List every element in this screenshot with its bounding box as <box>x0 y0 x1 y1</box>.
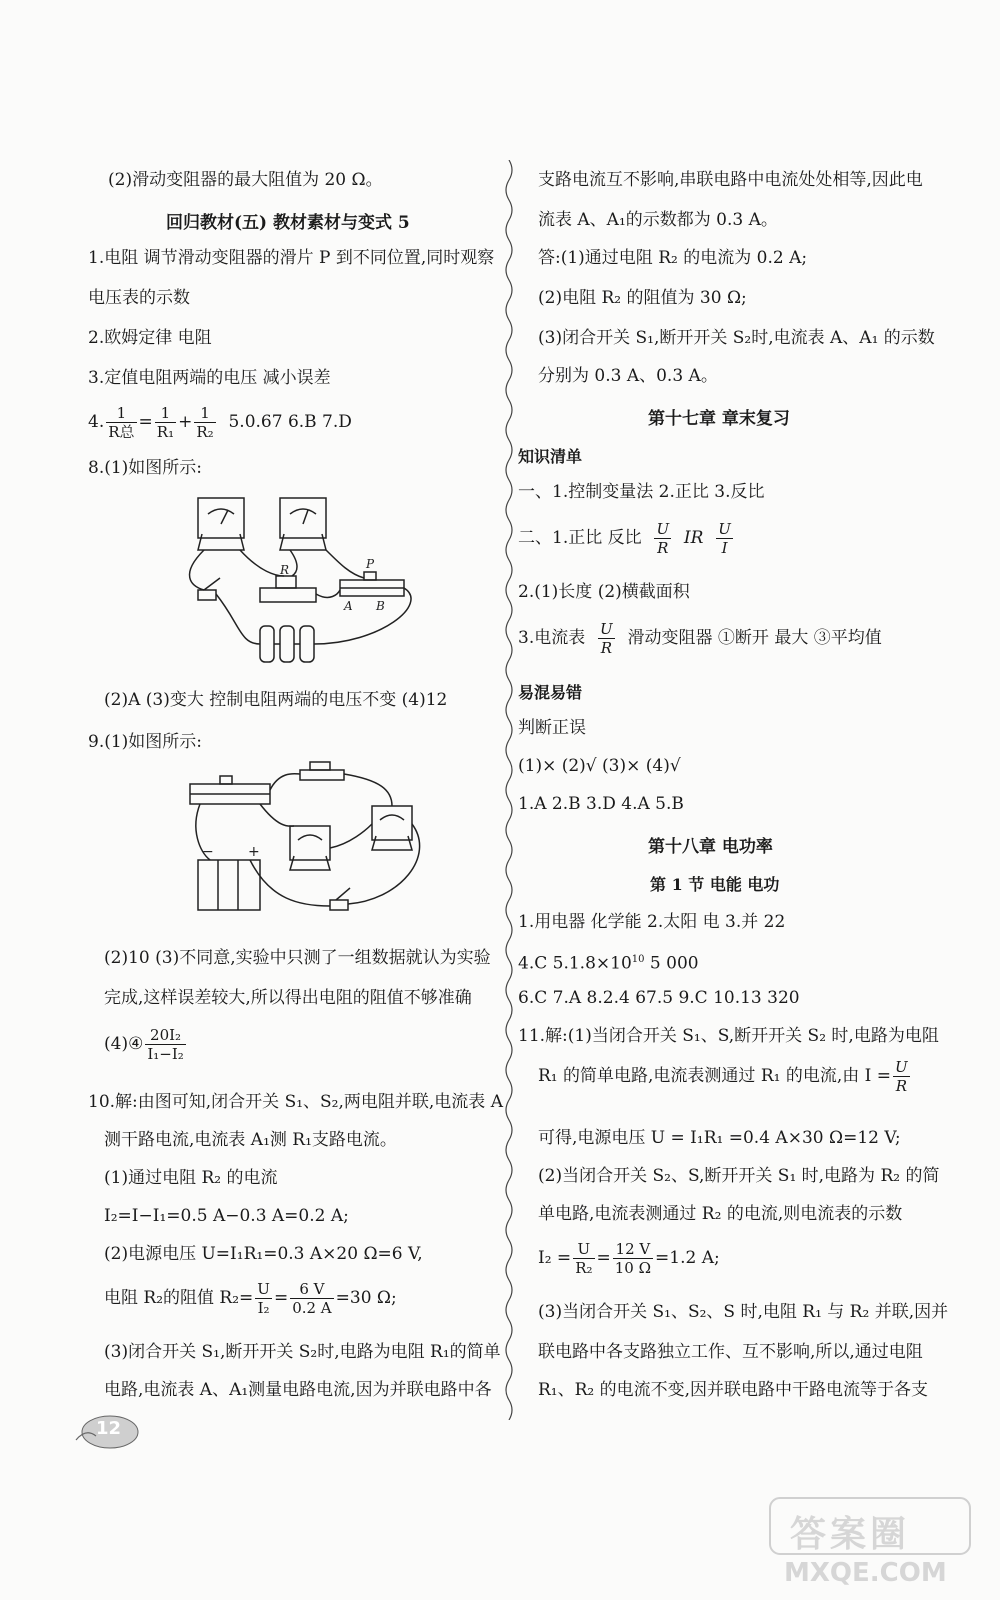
column-divider <box>502 160 516 1420</box>
fraction-u-over-r-3: $\frac{U}{R}$ <box>895 1058 908 1095</box>
answer-2: 2.欧姆定律 电阻 <box>88 328 212 348</box>
watermark-text: MXQE.COM <box>784 1558 947 1588</box>
right-answer-1: 答:(1)通过电阻 R₂ 的电流为 0.2 A; <box>538 248 808 268</box>
answer-9-line: 9.(1)如图所示: <box>88 732 203 752</box>
fraction-u-over-i: $\frac{U}{I}$ <box>718 520 731 557</box>
chapter-17-heading: 第十七章 章末复习 <box>648 409 790 429</box>
answer-10-line-b: 测干路电流,电流表 A₁测 R₁支路电流。 <box>104 1130 397 1150</box>
answer-11-part-3-cont: 联电路中各支路独立工作、互不影响,所以,通过电阻 <box>538 1342 923 1362</box>
true-false-answers: (1)× (2)√ (3)× (4)√ <box>518 756 681 776</box>
knowledge-1: 一、1.控制变量法 2.正比 3.反比 <box>518 482 765 502</box>
knowledge-3: 2.(1)长度 (2)横截面积 <box>518 582 690 602</box>
answer-4-5: 4.C $5.1.8\times 10^{10}$ 5 000 <box>518 953 699 974</box>
fraction-20i2-over-i1-minus-i2: $\frac{\text{20I₂}}{\text{I₁−I₂}}$ <box>147 1026 184 1063</box>
answer-11-part-2: (2)当闭合开关 S₂、S,断开开关 S₁ 时,电路为 R₂ 的简 <box>538 1166 940 1186</box>
answer-10-calc-i2: I₂=I−I₁=0.5 A−0.3 A=0.2 A; <box>104 1206 349 1226</box>
svg-text:R: R <box>280 563 290 577</box>
fraction-6v-over-02a: $\frac{6 V}{0.2 A}$ <box>292 1280 332 1317</box>
svg-text:A: A <box>344 599 353 613</box>
watermark-cn: 答案圈 <box>790 1514 911 1555</box>
right-answer-3: (3)闭合开关 S₁,断开开关 S₂时,电流表 A、A₁ 的示数 <box>538 328 935 348</box>
answer-10-calc-r2: 电阻 R₂的阻值 R₂= $\frac{U}{\text{I₂}}$ = $\frac{6 V}{0.2 A}$ =30 Ω; <box>104 1280 397 1317</box>
fraction-u-over-i2: $\frac{U}{\text{I₂}}$ <box>257 1280 270 1317</box>
multiple-choice-answers: 1.A 2.B 3.D 4.A 5.B <box>518 794 684 814</box>
answer-10-part-3: (3)闭合开关 S₁,断开开关 S₂时,电路为电阻 R₁的简单 <box>104 1342 501 1362</box>
fraction-1-over-r1: $\frac{1}{\text{R₁}}$ <box>156 404 175 441</box>
answer-11-calc-i2: I₂ = $\frac{U}{\text{R₂}}$ = $\frac{12 V}{10 \Omega}$ =1.2 A; <box>538 1240 720 1277</box>
right-line-2: 流表 A、A₁的示数都为 0.3 A。 <box>538 210 778 230</box>
answers-5-7: 5.0.67 6.B 7.D <box>228 412 352 432</box>
chapter-18-heading: 第十八章 电功率 <box>648 837 773 857</box>
svg-text:P: P <box>366 557 375 571</box>
answer-3: 3.定值电阻两端的电压 减小误差 <box>88 368 331 388</box>
answer-1-line-a: 1.电阻 调节滑动变阻器的滑片 P 到不同位置,同时观察 <box>88 248 495 268</box>
circuit-diagram-1 <box>180 494 440 674</box>
fraction-1-over-r2: $\frac{1}{\text{R₂}}$ <box>196 404 214 441</box>
answer-10-line-a: 10.解:由图可知,闭合开关 S₁、S₂,两电阻并联,电流表 A <box>88 1092 503 1112</box>
answer-4-7: 4. $\frac{1}{\text{R总}}$ = $\frac{1}{\text{R₁}}$ + $\frac{1}{\text{R₂}}$ 5.0.67 6.B 7.D <box>88 404 352 441</box>
page-number: 12 <box>96 1418 122 1439</box>
answer-8-part-2: (2)A (3)变大 控制电阻两端的电压不变 (4)12 <box>104 690 448 710</box>
svg-text:+: + <box>248 844 260 860</box>
knowledge-list-heading: 知识清单 <box>518 447 583 466</box>
fraction-12v-over-10ohm: $\frac{12 V}{10 \Omega}$ <box>614 1240 652 1277</box>
right-answer-3-cont: 分别为 0.3 A、0.3 A。 <box>538 366 718 386</box>
section-1-heading: 第 1 节 电能 电功 <box>650 875 780 894</box>
fraction-u-over-r2: $\frac{U}{\text{R₂}}$ <box>575 1240 593 1277</box>
right-answer-2: (2)电阻 R₂ 的阻值为 30 Ω; <box>538 288 747 308</box>
circuit-diagram-2 <box>180 760 440 920</box>
common-errors-heading: 易混易错 <box>518 683 583 702</box>
answer-10-part-1: (1)通过电阻 R₂ 的电流 <box>104 1168 278 1188</box>
svg-text:−: − <box>202 844 214 860</box>
page-number-badge <box>72 1410 142 1452</box>
right-line-1: 支路电流互不影响,串联电路中电流处处相等,因此电 <box>538 170 923 190</box>
answer-9-part-2: (2)10 (3)不同意,实验中只测了一组数据就认为实验 <box>104 948 491 968</box>
answer-11-part-3-cont2: R₁、R₂ 的电流不变,因并联电路中干路电流等于各支 <box>538 1380 929 1400</box>
fraction-u-over-r: $\frac{U}{R}$ <box>656 520 670 557</box>
section-heading-review-5: 回归教材(五) 教材素材与变式 5 <box>166 213 410 233</box>
answer-11-part-2-cont: 单电路,电流表测通过 R₂ 的电流,则电流表的示数 <box>538 1204 903 1224</box>
answer-10-part-3-cont: 电路,电流表 A、A₁测量电路电流,因为并联电路中各 <box>104 1380 492 1400</box>
fraction-u-over-r-2: $\frac{U}{R}$ <box>600 620 613 657</box>
answer-6-10: 6.C 7.A 8.2.4 67.5 9.C 10.13 320 <box>518 988 800 1008</box>
answer-11-line-a: 11.解:(1)当闭合开关 S₁、S,断开开关 S₂ 时,电路为电阻 <box>518 1026 939 1046</box>
true-false-heading: 判断正误 <box>518 718 586 738</box>
answer-1-3: 1.用电器 化学能 2.太阳 电 3.并 22 <box>518 912 786 932</box>
fraction-1-over-rtotal: $\frac{1}{\text{R总}}$ <box>108 404 135 441</box>
answer-11-part-3: (3)当闭合开关 S₁、S₂、S 时,电阻 R₁ 与 R₂ 并联,因并 <box>538 1302 949 1322</box>
left-line-1: (2)滑动变阻器的最大阻值为 20 Ω。 <box>108 170 383 190</box>
knowledge-4: 3.电流表 $\frac{U}{R}$ 滑动变阻器 ①断开 最大 ③平均值 <box>518 620 882 657</box>
svg-text:B: B <box>376 599 385 613</box>
watermark-logo <box>760 1492 980 1592</box>
answer-1-line-b: 电压表的示数 <box>88 288 190 308</box>
knowledge-2: 二、1.正比 反比 $\frac{U}{R}$ IR $\frac{U}{I}$ <box>518 520 731 557</box>
answer-8-line: 8.(1)如图所示: <box>88 458 203 478</box>
answer-9-part-4: (4)④ $\frac{\text{20I₂}}{\text{I₁−I₂}}$ <box>104 1026 184 1063</box>
answer-11-line-c: 可得,电源电压 U = I₁R₁ =0.4 A×30 Ω=12 V; <box>538 1128 901 1148</box>
answer-9-part-2-cont: 完成,这样误差较大,所以得出电阻的阻值不够准确 <box>104 988 472 1008</box>
answer-4-label: 4. <box>88 412 105 432</box>
answer-11-line-b: R₁ 的简单电路,电流表测通过 R₁ 的电流,由 I = $\frac{U}{R}$ <box>538 1058 908 1095</box>
answer-10-part-2: (2)电源电压 U=I₁R₁=0.3 A×20 Ω=6 V, <box>104 1244 423 1264</box>
